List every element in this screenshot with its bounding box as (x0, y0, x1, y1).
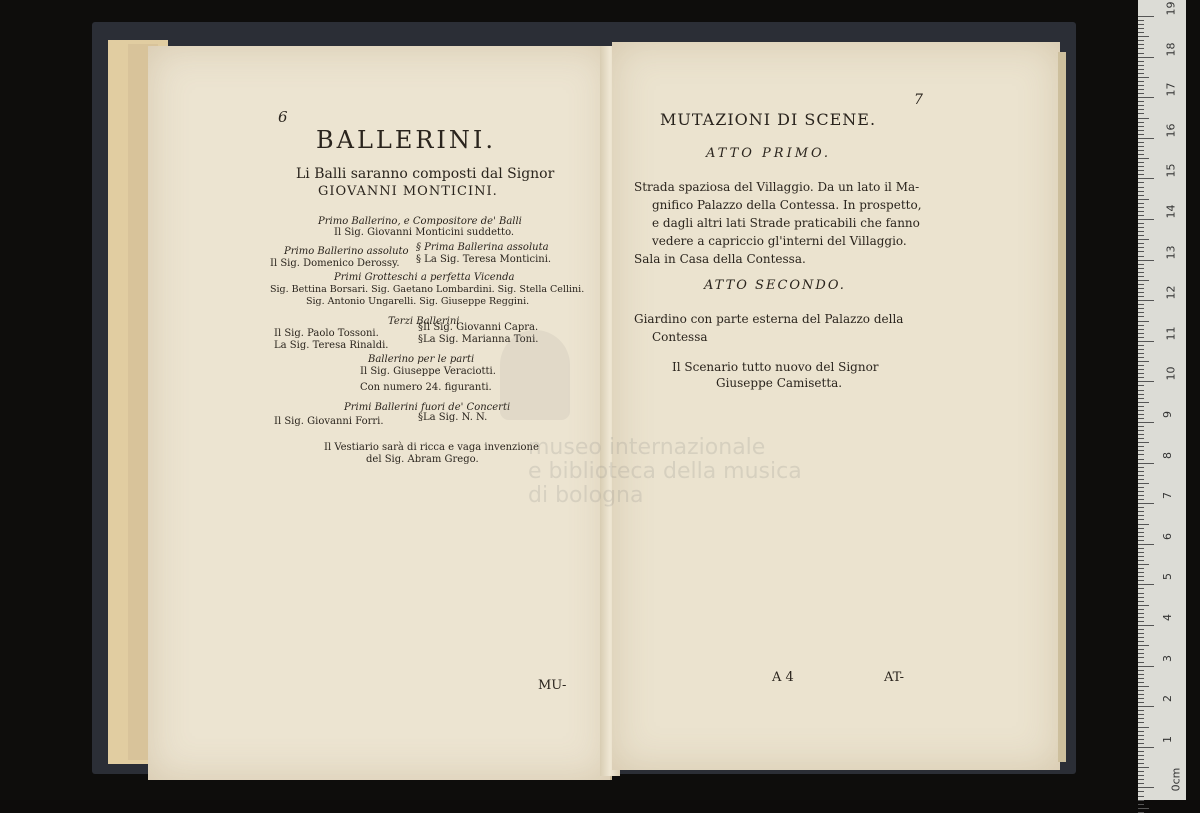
ruler-tick (1138, 288, 1144, 289)
concerti-role: Primi Ballerini fuori de' Concerti (344, 402, 511, 413)
ruler-tick (1138, 690, 1144, 691)
ruler-tick (1138, 195, 1144, 196)
ruler-tick (1138, 743, 1144, 744)
ruler-number: 14 (1164, 204, 1178, 219)
page-block-edge (1058, 52, 1066, 762)
ruler-tick (1138, 170, 1144, 171)
ruler-tick (1138, 162, 1144, 163)
ruler-tick (1138, 463, 1154, 464)
ruler-tick (1138, 280, 1149, 281)
ruler-tick (1138, 442, 1149, 443)
ruler-tick (1138, 641, 1144, 642)
ruler-tick (1138, 609, 1144, 610)
ruler-tick (1138, 771, 1144, 772)
scenario-line-2: Giuseppe Camisetta. (716, 376, 843, 390)
ruler-tick (1138, 430, 1144, 431)
ruler-tick (1138, 69, 1144, 70)
ruler-tick (1138, 682, 1144, 683)
ruler-tick (1138, 560, 1144, 561)
ruler-tick (1138, 235, 1144, 236)
ruler-tick (1138, 597, 1144, 598)
watermark-logo (500, 330, 570, 420)
ruler-tick (1138, 548, 1144, 549)
atto-secondo-heading: ATTO SECONDO. (704, 278, 846, 293)
page-number-right: 7 (914, 92, 923, 108)
ruler-tick (1138, 390, 1144, 391)
ruler-tick (1138, 118, 1149, 119)
ruler-tick (1138, 625, 1154, 626)
ruler-tick (1138, 138, 1154, 139)
ruler-tick (1138, 410, 1144, 411)
ruler-tick (1138, 296, 1144, 297)
ruler-tick (1138, 154, 1144, 155)
ruler-tick (1138, 426, 1144, 427)
ruler-tick (1138, 524, 1149, 525)
ruler-tick (1138, 471, 1144, 472)
ruler-tick (1138, 215, 1144, 216)
watermark-line-2: e biblioteca della musica (528, 459, 802, 484)
ruler-tick (1138, 637, 1144, 638)
ruler-tick (1138, 584, 1154, 585)
ruler-tick (1138, 61, 1144, 62)
ruler-tick (1138, 605, 1149, 606)
ruler-tick (1138, 304, 1144, 305)
ruler-tick (1138, 568, 1144, 569)
ruler-tick (1138, 85, 1144, 86)
ruler-tick (1138, 714, 1144, 715)
terzi-right-2: §La Sig. Marianna Toni. (418, 334, 539, 345)
ruler-tick (1138, 779, 1144, 780)
ruler-tick (1138, 130, 1144, 131)
parti-name: Il Sig. Giuseppe Veraciotti. (360, 366, 496, 377)
ruler-tick (1138, 751, 1144, 752)
scenario-line-1: Il Scenario tutto nuovo del Signor (672, 360, 879, 374)
ruler-tick (1138, 203, 1144, 204)
ruler-tick (1138, 113, 1144, 114)
ruler-tick (1138, 808, 1149, 809)
ruler-number: 3 (1161, 654, 1174, 662)
ruler-tick (1138, 357, 1144, 358)
ruler-tick (1138, 345, 1144, 346)
ruler-tick (1138, 28, 1144, 29)
terzi-role: Terzi Ballerini (388, 316, 460, 327)
page-title-ballerini: BALLERINI. (316, 126, 497, 154)
ruler-tick (1138, 89, 1144, 90)
catchword-left: MU- (538, 678, 567, 693)
ruler-tick (1138, 65, 1144, 66)
terzi-left-2: La Sig. Teresa Rinaldi. (274, 340, 389, 351)
ruler-tick (1138, 698, 1144, 699)
ruler-tick (1138, 511, 1144, 512)
ruler-tick (1138, 264, 1144, 265)
ruler-tick (1138, 787, 1154, 788)
ruler-tick (1138, 674, 1144, 675)
ruler-number: 2 (1161, 695, 1174, 703)
ruler-tick (1138, 556, 1144, 557)
intro-line-1: Li Balli saranno composti dal Signor (296, 166, 555, 182)
ruler-number: 6 (1161, 532, 1174, 540)
ruler-tick (1138, 268, 1144, 269)
ruler-tick (1138, 767, 1149, 768)
ruler-tick (1138, 337, 1144, 338)
ruler-number: 13 (1164, 245, 1178, 260)
ruler-tick (1138, 308, 1144, 309)
concerti-right: §La Sig. N. N. (418, 412, 488, 423)
ruler-tick (1138, 503, 1154, 504)
ruler-number: 16 (1164, 123, 1178, 138)
ruler-tick (1138, 182, 1144, 183)
ruler-tick (1138, 333, 1144, 334)
prima-assoluta-role: § Prima Ballerina assoluta (416, 242, 549, 253)
ruler-tick (1138, 122, 1144, 123)
ruler-number: 18 (1164, 42, 1178, 57)
ruler-tick (1138, 572, 1144, 573)
ruler-tick (1138, 353, 1144, 354)
ruler-tick (1138, 385, 1144, 386)
atto-primo-line-5: Sala in Casa della Contessa. (634, 252, 806, 266)
ruler-tick (1138, 134, 1144, 135)
ruler-tick (1138, 93, 1144, 94)
grotteschi-line-1: Sig. Bettina Borsari. Sig. Gaetano Lombardini. Sig. Stella Cellini. (270, 284, 585, 295)
ruler-tick (1138, 57, 1154, 58)
ruler-number: 11 (1164, 326, 1178, 341)
ruler-tick (1138, 710, 1144, 711)
atto-primo-line-2: gnifico Palazzo della Contessa. In prospetto, (652, 198, 922, 212)
ruler-tick (1138, 16, 1154, 17)
ruler-tick (1138, 540, 1144, 541)
ruler-tick (1138, 528, 1144, 529)
ruler-number: 7 (1161, 492, 1174, 500)
ruler-tick (1138, 321, 1149, 322)
ruler-tick (1138, 369, 1144, 370)
ruler-tick (1138, 629, 1144, 630)
prima-assoluta-name: § La Sig. Teresa Monticini. (416, 254, 552, 265)
ruler-tick (1138, 81, 1144, 82)
grotteschi-line-2: Sig. Antonio Ungarelli. Sig. Giuseppe Reggini. (306, 296, 530, 307)
atto-secondo-line-2: Contessa (652, 330, 708, 344)
ruler-tick (1138, 418, 1144, 419)
ruler-tick (1138, 495, 1144, 496)
ruler-tick (1138, 349, 1144, 350)
ruler-tick (1138, 775, 1144, 776)
ruler-tick (1138, 187, 1144, 188)
ruler-tick (1138, 593, 1144, 594)
primo-ballerino-name: Il Sig. Giovanni Monticini suddetto. (334, 227, 515, 238)
ruler-tick (1138, 325, 1144, 326)
ruler-tick (1138, 649, 1144, 650)
ruler-tick (1138, 804, 1144, 805)
atto-secondo-line-1: Giardino con parte esterna del Palazzo della (634, 312, 904, 326)
ruler-tick (1138, 223, 1144, 224)
ruler-tick (1138, 260, 1154, 261)
ruler-tick (1138, 722, 1144, 723)
ruler-tick (1138, 191, 1144, 192)
ruler-tick (1138, 243, 1144, 244)
ruler-tick (1138, 158, 1149, 159)
ruler-tick (1138, 394, 1144, 395)
ruler-tick (1138, 211, 1144, 212)
ruler-tick (1138, 499, 1144, 500)
ruler-tick (1138, 796, 1144, 797)
ruler-tick (1138, 40, 1144, 41)
ruler-tick (1138, 519, 1144, 520)
ruler-tick (1138, 73, 1144, 74)
ruler-tick (1138, 791, 1144, 792)
ruler-tick (1138, 580, 1144, 581)
ruler-tick (1138, 377, 1144, 378)
ruler-tick (1138, 576, 1144, 577)
atto-primo-line-3: e dagli altri lati Strade praticabili che fanno (652, 216, 920, 230)
ruler-tick (1138, 300, 1154, 301)
grotteschi-role: Primi Grotteschi a perfetta Vicenda (334, 272, 515, 283)
right-page (612, 42, 1060, 770)
ruler-tick (1138, 414, 1144, 415)
atto-primo-heading: ATTO PRIMO. (706, 146, 832, 161)
ruler-tick (1138, 239, 1149, 240)
ruler-tick (1138, 588, 1144, 589)
ruler-number: 4 (1161, 614, 1174, 621)
ruler-tick (1138, 666, 1154, 667)
ruler-tick (1138, 398, 1144, 399)
ruler-number: 15 (1164, 163, 1178, 178)
watermark-text (528, 436, 802, 508)
ruler-tick (1138, 645, 1149, 646)
ruler-tick (1138, 739, 1144, 740)
ruler-tick (1138, 199, 1149, 200)
ruler-tick (1138, 373, 1144, 374)
ruler-tick (1138, 150, 1144, 151)
ruler-tick (1138, 48, 1144, 49)
ruler-tick (1138, 434, 1144, 435)
ruler-tick (1138, 706, 1154, 707)
primo-assoluto-role: Primo Ballerino assoluto (284, 246, 409, 257)
ruler-tick (1138, 361, 1149, 362)
ruler-number: 17 (1164, 82, 1178, 97)
ruler-tick (1138, 105, 1144, 106)
ruler-tick (1138, 101, 1144, 102)
ruler-tick (1138, 532, 1144, 533)
ruler-tick (1138, 479, 1144, 480)
ruler-tick (1138, 422, 1154, 423)
ruler-tick (1138, 32, 1144, 33)
ruler-tick (1138, 247, 1144, 248)
measurement-ruler (1138, 0, 1186, 800)
atto-primo-line-1: Strada spaziosa del Villaggio. Da un lato il Ma- (634, 180, 920, 194)
ruler-tick (1138, 670, 1144, 671)
ruler-tick (1138, 178, 1154, 179)
ruler-tick (1138, 20, 1144, 21)
terzi-left-1: Il Sig. Paolo Tossoni. (274, 328, 379, 339)
ruler-tick (1138, 686, 1149, 687)
ruler-number: 9 (1161, 411, 1174, 418)
ruler-number: 8 (1161, 451, 1174, 459)
ruler-tick (1138, 678, 1144, 679)
ruler-tick (1138, 475, 1144, 476)
ruler-tick (1138, 174, 1144, 175)
ruler-tick (1138, 459, 1144, 460)
ruler-tick (1138, 97, 1154, 98)
ruler-tick (1138, 487, 1144, 488)
ruler-tick (1138, 552, 1144, 553)
ruler-tick (1138, 256, 1144, 257)
ruler-tick (1138, 77, 1149, 78)
ruler-tick (1138, 491, 1144, 492)
signature-mark: A 4 (772, 670, 794, 685)
ruler-tick (1138, 126, 1144, 127)
terzi-right-1: §Il Sig. Giovanni Capra. (418, 322, 539, 333)
ruler-tick (1138, 735, 1144, 736)
ruler-tick (1138, 633, 1144, 634)
ruler-tick (1138, 747, 1154, 748)
ruler-tick (1138, 329, 1144, 330)
ruler-tick (1138, 312, 1144, 313)
vestiario-line-2: del Sig. Abram Grego. (366, 454, 479, 465)
ruler-tick (1138, 381, 1154, 382)
ruler-tick (1138, 227, 1144, 228)
ruler-number: 10 (1164, 366, 1178, 381)
ruler-tick (1138, 284, 1144, 285)
ruler-tick (1138, 515, 1144, 516)
ruler-tick (1138, 276, 1144, 277)
ruler-tick (1138, 406, 1144, 407)
ruler-tick (1138, 783, 1144, 784)
ruler-tick (1138, 727, 1149, 728)
ruler-tick (1138, 438, 1144, 439)
ruler-tick (1138, 653, 1144, 654)
watermark-line-1: museo internazionale (528, 435, 766, 460)
ruler-number: 19 (1164, 1, 1178, 16)
page-number-left: 6 (278, 108, 288, 126)
ruler-tick (1138, 613, 1144, 614)
ruler-tick (1138, 146, 1144, 147)
ruler-tick (1138, 36, 1149, 37)
ruler-tick (1138, 483, 1149, 484)
ruler-tick (1138, 621, 1144, 622)
concerti-left: Il Sig. Giovanni Forri. (274, 416, 384, 427)
ruler-tick (1138, 272, 1144, 273)
ruler-tick (1138, 763, 1144, 764)
primo-assoluto-name: Il Sig. Domenico Derossy. (270, 258, 400, 269)
ruler-number: 12 (1164, 285, 1178, 300)
ruler-tick (1138, 207, 1144, 208)
ruler-tick (1138, 292, 1144, 293)
ruler-tick (1138, 507, 1144, 508)
ruler-tick (1138, 166, 1144, 167)
ruler-tick (1138, 231, 1144, 232)
ruler-number: 1 (1161, 735, 1174, 743)
ruler-number: 0cm (1169, 768, 1183, 792)
ruler-tick (1138, 731, 1144, 732)
ruler-tick (1138, 251, 1144, 252)
ruler-tick (1138, 544, 1154, 545)
atto-primo-line-4: vedere a capriccio gl'interni del Villaggio. (652, 234, 907, 248)
ruler-tick (1138, 657, 1144, 658)
ruler-tick (1138, 702, 1144, 703)
ruler-tick (1138, 694, 1144, 695)
primo-ballerino-role: Primo Ballerino, e Compositore de' Balli (318, 216, 522, 227)
ruler-tick (1138, 467, 1144, 468)
ruler-tick (1138, 24, 1144, 25)
ruler-tick (1138, 109, 1144, 110)
ruler-tick (1138, 755, 1144, 756)
vestiario-line-1: Il Vestiario sarà di ricca e vaga invenzione (324, 442, 539, 453)
ruler-tick (1138, 601, 1144, 602)
ruler-tick (1138, 617, 1144, 618)
ruler-tick (1138, 564, 1149, 565)
ruler-tick (1138, 454, 1144, 455)
parti-role: Ballerino per le parti (368, 354, 475, 365)
ruler-tick (1138, 536, 1144, 537)
watermark-line-3: di bologna (528, 483, 644, 508)
ruler-tick (1138, 446, 1144, 447)
ruler-tick (1138, 142, 1144, 143)
ruler-tick (1138, 450, 1144, 451)
ruler-tick (1138, 53, 1144, 54)
page-title-mutazioni: MUTAZIONI DI SCENE. (660, 110, 877, 129)
ruler-tick (1138, 341, 1154, 342)
ruler-tick (1138, 365, 1144, 366)
figuranti: Con numero 24. figuranti. (360, 382, 492, 393)
catchword-right: AT- (884, 670, 905, 685)
ruler-tick (1138, 402, 1149, 403)
ruler-tick (1138, 759, 1144, 760)
ruler-tick (1138, 316, 1144, 317)
intro-line-2: GIOVANNI MONTICINI. (318, 184, 498, 199)
ruler-tick (1138, 662, 1144, 663)
ruler-tick (1138, 44, 1144, 45)
ruler-number: 5 (1161, 573, 1174, 581)
ruler-tick (1138, 219, 1154, 220)
ruler-tick (1138, 718, 1144, 719)
